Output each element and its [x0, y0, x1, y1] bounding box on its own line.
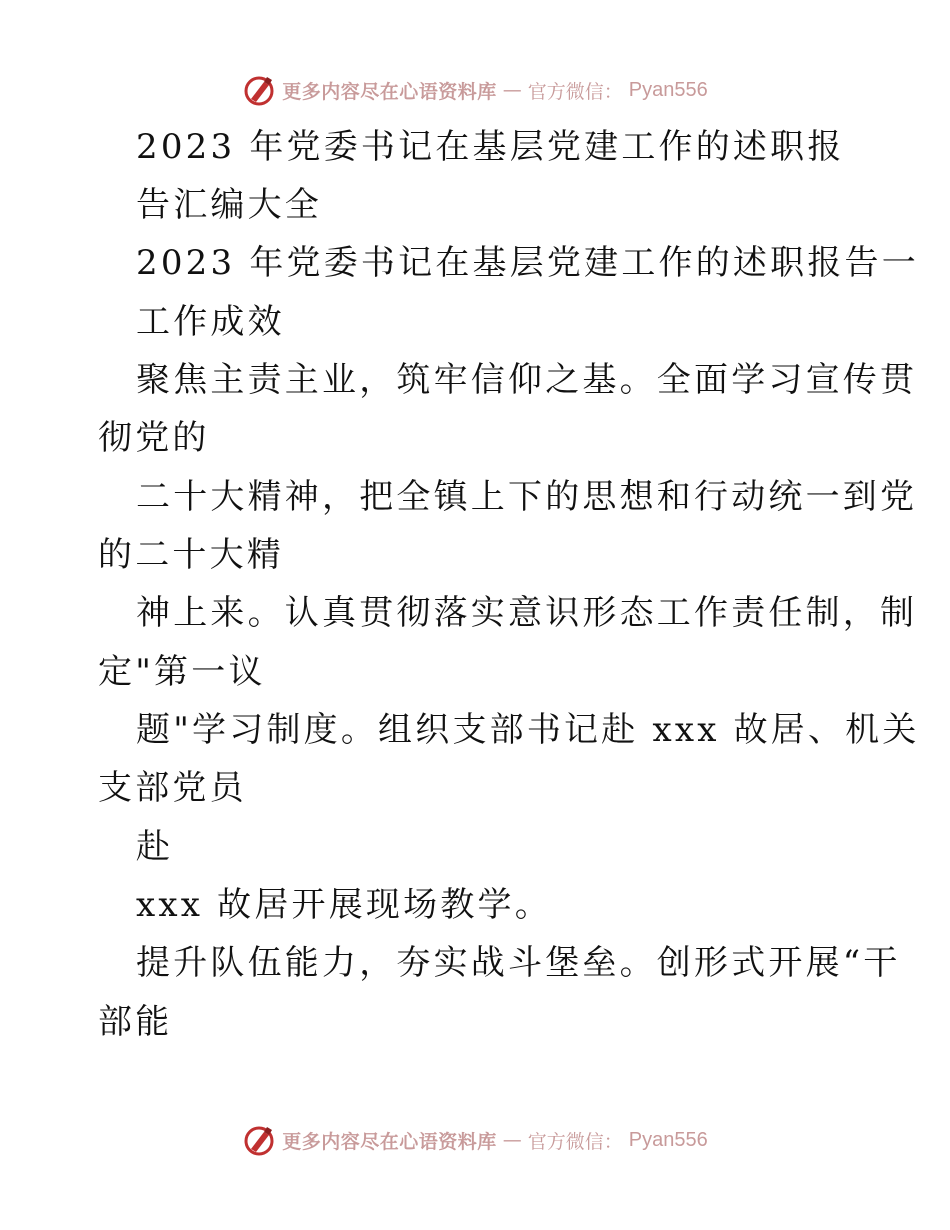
paragraph-line: 部能	[98, 1002, 173, 1042]
paragraph-line: 神上来。认真贯彻落实意识形态工作责任制，制	[136, 593, 918, 633]
paragraph-line: xxx 故居开展现场教学。	[136, 885, 552, 925]
banner-wechat-label: 官方微信：	[527, 80, 623, 103]
paragraph-line: 定"第一议	[98, 652, 266, 692]
document-title-line-2: 告汇编大全	[136, 185, 322, 225]
section-heading-line-1: 2023 年党委书记在基层党建工作的述职报告一	[136, 243, 919, 283]
pen-seal-icon	[242, 1123, 276, 1157]
footer-banner	[0, 1120, 950, 1160]
paragraph-line: 的二十大精	[98, 535, 284, 575]
banner-separator: —	[502, 79, 522, 101]
banner-separator: —	[502, 1129, 522, 1151]
section-heading-line-2: 工作成效	[136, 302, 285, 342]
banner-wechat-id: Pyan556	[628, 78, 708, 101]
banner-slogan: 更多内容尽在心语资料库	[282, 80, 497, 103]
paragraph-line: 提升队伍能力，夯实战斗堡垒。创形式开展“干	[136, 943, 901, 983]
pen-seal-icon	[242, 73, 276, 107]
paragraph-line: 彻党的	[98, 418, 210, 458]
paragraph-line: 聚焦主责主业，筑牢信仰之基。全面学习宣传贯	[136, 360, 918, 400]
banner-slogan: 更多内容尽在心语资料库	[282, 1130, 497, 1153]
paragraph-line: 题"学习制度。组织支部书记赴 xxx 故居、机关	[136, 710, 920, 750]
header-banner	[0, 70, 950, 110]
paragraph-line: 赴	[136, 827, 174, 867]
banner-wechat-id: Pyan556	[628, 1128, 708, 1151]
document-title-line-1: 2023 年党委书记在基层党建工作的述职报	[136, 127, 845, 167]
paragraph-line: 二十大精神，把全镇上下的思想和行动统一到党	[136, 477, 918, 517]
banner-wechat-label: 官方微信：	[527, 1130, 623, 1153]
paragraph-line: 支部党员	[98, 768, 247, 808]
